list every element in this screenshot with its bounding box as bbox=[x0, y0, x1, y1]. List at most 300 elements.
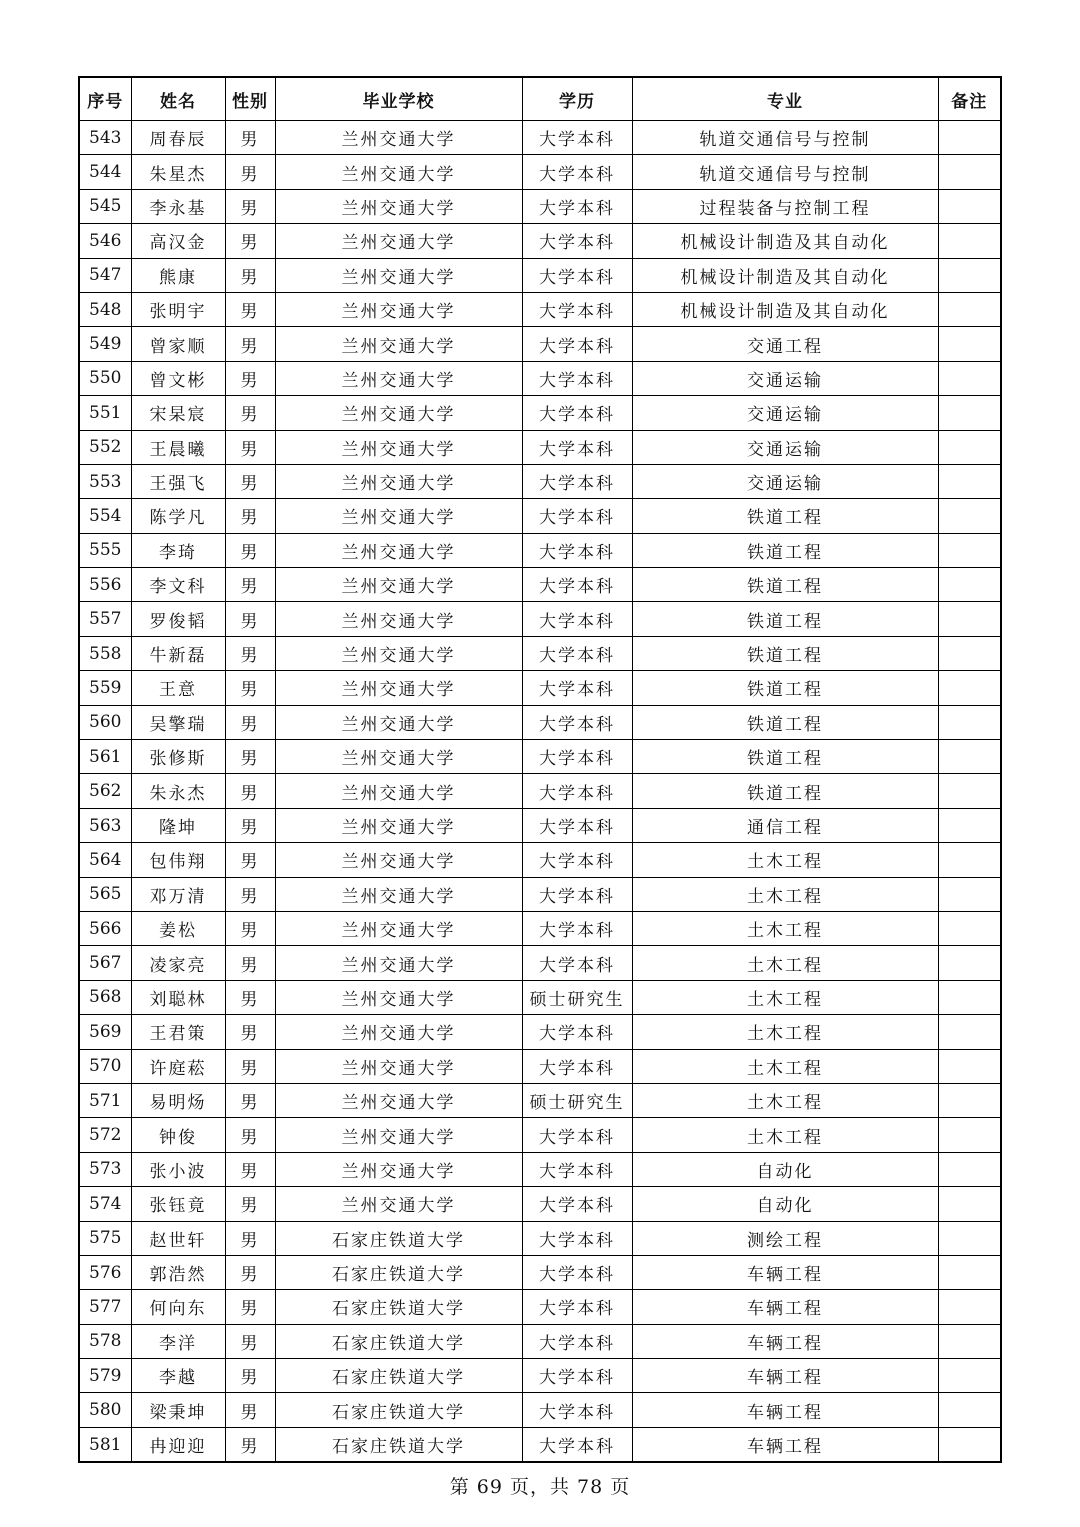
cell-gender: 男 bbox=[225, 533, 275, 567]
cell-major: 铁道工程 bbox=[632, 671, 938, 705]
cell-remarks bbox=[938, 396, 1001, 430]
cell-major: 轨道交通信号与控制 bbox=[632, 155, 938, 189]
cell-school: 兰州交通大学 bbox=[275, 327, 522, 361]
cell-school: 兰州交通大学 bbox=[275, 121, 522, 155]
table-row bbox=[79, 396, 1001, 430]
cell-degree: 大学本科 bbox=[522, 189, 632, 223]
cell-gender: 男 bbox=[225, 430, 275, 464]
cell-degree: 大学本科 bbox=[522, 292, 632, 326]
cell-school: 石家庄铁道大学 bbox=[275, 1290, 522, 1324]
table-row bbox=[79, 189, 1001, 223]
cell-name: 朱星杰 bbox=[131, 155, 225, 189]
cell-serial-number: 543 bbox=[79, 121, 131, 155]
cell-name: 隆坤 bbox=[131, 808, 225, 842]
cell-gender: 男 bbox=[225, 1221, 275, 1255]
cell-major: 车辆工程 bbox=[632, 1427, 938, 1462]
cell-school: 兰州交通大学 bbox=[275, 808, 522, 842]
table-row bbox=[79, 980, 1001, 1014]
table-row bbox=[79, 1152, 1001, 1186]
table-row bbox=[79, 740, 1001, 774]
cell-school: 兰州交通大学 bbox=[275, 1015, 522, 1049]
cell-serial-number: 550 bbox=[79, 361, 131, 395]
cell-serial-number: 546 bbox=[79, 224, 131, 258]
cell-degree: 大学本科 bbox=[522, 1393, 632, 1427]
cell-name: 吴擎瑞 bbox=[131, 705, 225, 739]
cell-major: 机械设计制造及其自动化 bbox=[632, 258, 938, 292]
cell-major: 土木工程 bbox=[632, 1118, 938, 1152]
cell-degree: 大学本科 bbox=[522, 1152, 632, 1186]
table-row bbox=[79, 1324, 1001, 1358]
cell-name: 赵世轩 bbox=[131, 1221, 225, 1255]
cell-gender: 男 bbox=[225, 808, 275, 842]
cell-degree: 大学本科 bbox=[522, 843, 632, 877]
cell-major: 铁道工程 bbox=[632, 499, 938, 533]
cell-name: 张明宇 bbox=[131, 292, 225, 326]
cell-remarks bbox=[938, 1049, 1001, 1083]
cell-school: 兰州交通大学 bbox=[275, 499, 522, 533]
table-row bbox=[79, 1049, 1001, 1083]
cell-name: 凌家亮 bbox=[131, 946, 225, 980]
cell-degree: 大学本科 bbox=[522, 946, 632, 980]
cell-major: 车辆工程 bbox=[632, 1359, 938, 1393]
table-row bbox=[79, 671, 1001, 705]
cell-serial-number: 554 bbox=[79, 499, 131, 533]
cell-serial-number: 544 bbox=[79, 155, 131, 189]
cell-remarks bbox=[938, 189, 1001, 223]
cell-serial-number: 567 bbox=[79, 946, 131, 980]
cell-major: 铁道工程 bbox=[632, 568, 938, 602]
cell-name: 包伟翔 bbox=[131, 843, 225, 877]
cell-degree: 大学本科 bbox=[522, 533, 632, 567]
cell-school: 兰州交通大学 bbox=[275, 774, 522, 808]
header-remarks: 备注 bbox=[938, 77, 1001, 121]
cell-school: 兰州交通大学 bbox=[275, 361, 522, 395]
cell-major: 铁道工程 bbox=[632, 740, 938, 774]
table-row bbox=[79, 843, 1001, 877]
cell-school: 兰州交通大学 bbox=[275, 740, 522, 774]
cell-name: 李永基 bbox=[131, 189, 225, 223]
cell-gender: 男 bbox=[225, 224, 275, 258]
cell-name: 牛新磊 bbox=[131, 636, 225, 670]
cell-name: 张修斯 bbox=[131, 740, 225, 774]
table-row bbox=[79, 361, 1001, 395]
cell-school: 石家庄铁道大学 bbox=[275, 1393, 522, 1427]
cell-serial-number: 576 bbox=[79, 1255, 131, 1289]
cell-degree: 大学本科 bbox=[522, 1187, 632, 1221]
cell-degree: 大学本科 bbox=[522, 1118, 632, 1152]
cell-remarks bbox=[938, 602, 1001, 636]
cell-gender: 男 bbox=[225, 189, 275, 223]
cell-gender: 男 bbox=[225, 740, 275, 774]
header-gender: 性别 bbox=[225, 77, 275, 121]
cell-gender: 男 bbox=[225, 1049, 275, 1083]
cell-major: 自动化 bbox=[632, 1187, 938, 1221]
cell-major: 车辆工程 bbox=[632, 1255, 938, 1289]
cell-name: 钟俊 bbox=[131, 1118, 225, 1152]
table-row bbox=[79, 636, 1001, 670]
table-row bbox=[79, 155, 1001, 189]
cell-remarks bbox=[938, 121, 1001, 155]
cell-name: 罗俊韬 bbox=[131, 602, 225, 636]
cell-remarks bbox=[938, 430, 1001, 464]
cell-name: 易明炀 bbox=[131, 1083, 225, 1117]
cell-gender: 男 bbox=[225, 980, 275, 1014]
header-name: 姓名 bbox=[131, 77, 225, 121]
cell-school: 兰州交通大学 bbox=[275, 430, 522, 464]
cell-major: 测绘工程 bbox=[632, 1221, 938, 1255]
cell-gender: 男 bbox=[225, 361, 275, 395]
table-row bbox=[79, 1187, 1001, 1221]
table-row bbox=[79, 533, 1001, 567]
cell-serial-number: 549 bbox=[79, 327, 131, 361]
cell-serial-number: 577 bbox=[79, 1290, 131, 1324]
roster-table bbox=[78, 76, 1002, 1463]
cell-gender: 男 bbox=[225, 877, 275, 911]
cell-major: 铁道工程 bbox=[632, 533, 938, 567]
cell-name: 王君策 bbox=[131, 1015, 225, 1049]
cell-degree: 大学本科 bbox=[522, 1221, 632, 1255]
cell-name: 宋杲宸 bbox=[131, 396, 225, 430]
cell-gender: 男 bbox=[225, 636, 275, 670]
cell-major: 铁道工程 bbox=[632, 602, 938, 636]
cell-degree: 大学本科 bbox=[522, 499, 632, 533]
cell-serial-number: 545 bbox=[79, 189, 131, 223]
cell-school: 兰州交通大学 bbox=[275, 911, 522, 945]
cell-major: 铁道工程 bbox=[632, 774, 938, 808]
cell-name: 李文科 bbox=[131, 568, 225, 602]
cell-major: 土木工程 bbox=[632, 946, 938, 980]
cell-gender: 男 bbox=[225, 258, 275, 292]
cell-remarks bbox=[938, 361, 1001, 395]
cell-school: 兰州交通大学 bbox=[275, 292, 522, 326]
cell-serial-number: 570 bbox=[79, 1049, 131, 1083]
cell-gender: 男 bbox=[225, 1187, 275, 1221]
cell-gender: 男 bbox=[225, 292, 275, 326]
table-row bbox=[79, 1393, 1001, 1427]
cell-major: 铁道工程 bbox=[632, 636, 938, 670]
cell-degree: 大学本科 bbox=[522, 1324, 632, 1358]
cell-major: 车辆工程 bbox=[632, 1393, 938, 1427]
cell-degree: 大学本科 bbox=[522, 430, 632, 464]
cell-degree: 大学本科 bbox=[522, 361, 632, 395]
cell-major: 机械设计制造及其自动化 bbox=[632, 224, 938, 258]
cell-degree: 大学本科 bbox=[522, 258, 632, 292]
cell-degree: 大学本科 bbox=[522, 911, 632, 945]
cell-name: 郭浩然 bbox=[131, 1255, 225, 1289]
cell-school: 兰州交通大学 bbox=[275, 533, 522, 567]
table-row bbox=[79, 1255, 1001, 1289]
cell-remarks bbox=[938, 1187, 1001, 1221]
cell-major: 交通运输 bbox=[632, 396, 938, 430]
cell-gender: 男 bbox=[225, 327, 275, 361]
cell-gender: 男 bbox=[225, 1290, 275, 1324]
cell-gender: 男 bbox=[225, 843, 275, 877]
cell-school: 兰州交通大学 bbox=[275, 1049, 522, 1083]
cell-serial-number: 547 bbox=[79, 258, 131, 292]
cell-remarks bbox=[938, 946, 1001, 980]
cell-serial-number: 558 bbox=[79, 636, 131, 670]
cell-remarks bbox=[938, 911, 1001, 945]
cell-gender: 男 bbox=[225, 1083, 275, 1117]
cell-major: 土木工程 bbox=[632, 1083, 938, 1117]
cell-name: 李琦 bbox=[131, 533, 225, 567]
table-header bbox=[79, 77, 1001, 121]
cell-gender: 男 bbox=[225, 1255, 275, 1289]
cell-remarks bbox=[938, 533, 1001, 567]
table-row bbox=[79, 430, 1001, 464]
cell-serial-number: 574 bbox=[79, 1187, 131, 1221]
cell-name: 张钰竟 bbox=[131, 1187, 225, 1221]
cell-remarks bbox=[938, 843, 1001, 877]
table-row bbox=[79, 946, 1001, 980]
cell-gender: 男 bbox=[225, 1427, 275, 1462]
cell-serial-number: 564 bbox=[79, 843, 131, 877]
cell-remarks bbox=[938, 1015, 1001, 1049]
cell-serial-number: 561 bbox=[79, 740, 131, 774]
cell-school: 兰州交通大学 bbox=[275, 1187, 522, 1221]
cell-serial-number: 555 bbox=[79, 533, 131, 567]
cell-name: 李洋 bbox=[131, 1324, 225, 1358]
cell-serial-number: 553 bbox=[79, 464, 131, 498]
cell-name: 姜松 bbox=[131, 911, 225, 945]
table-row bbox=[79, 808, 1001, 842]
cell-serial-number: 575 bbox=[79, 1221, 131, 1255]
cell-degree: 大学本科 bbox=[522, 464, 632, 498]
cell-major: 轨道交通信号与控制 bbox=[632, 121, 938, 155]
cell-degree: 大学本科 bbox=[522, 1255, 632, 1289]
cell-remarks bbox=[938, 292, 1001, 326]
table-row bbox=[79, 224, 1001, 258]
cell-serial-number: 562 bbox=[79, 774, 131, 808]
cell-gender: 男 bbox=[225, 1359, 275, 1393]
cell-school: 兰州交通大学 bbox=[275, 946, 522, 980]
cell-school: 兰州交通大学 bbox=[275, 636, 522, 670]
cell-serial-number: 578 bbox=[79, 1324, 131, 1358]
cell-school: 石家庄铁道大学 bbox=[275, 1324, 522, 1358]
cell-serial-number: 551 bbox=[79, 396, 131, 430]
cell-degree: 大学本科 bbox=[522, 774, 632, 808]
cell-remarks bbox=[938, 1427, 1001, 1462]
cell-major: 土木工程 bbox=[632, 1049, 938, 1083]
cell-serial-number: 566 bbox=[79, 911, 131, 945]
page-number: 第 69 页，共 78 页 bbox=[449, 1476, 631, 1498]
cell-gender: 男 bbox=[225, 774, 275, 808]
cell-remarks bbox=[938, 155, 1001, 189]
cell-gender: 男 bbox=[225, 671, 275, 705]
cell-major: 车辆工程 bbox=[632, 1290, 938, 1324]
header-major: 专业 bbox=[632, 77, 938, 121]
cell-degree: 大学本科 bbox=[522, 224, 632, 258]
cell-gender: 男 bbox=[225, 1324, 275, 1358]
table-row bbox=[79, 1015, 1001, 1049]
cell-degree: 大学本科 bbox=[522, 671, 632, 705]
cell-remarks bbox=[938, 464, 1001, 498]
cell-gender: 男 bbox=[225, 1118, 275, 1152]
cell-school: 兰州交通大学 bbox=[275, 705, 522, 739]
cell-remarks bbox=[938, 636, 1001, 670]
cell-gender: 男 bbox=[225, 705, 275, 739]
cell-degree: 大学本科 bbox=[522, 568, 632, 602]
cell-school: 兰州交通大学 bbox=[275, 1118, 522, 1152]
cell-remarks bbox=[938, 1324, 1001, 1358]
cell-name: 陈学凡 bbox=[131, 499, 225, 533]
header-school: 毕业学校 bbox=[275, 77, 522, 121]
cell-gender: 男 bbox=[225, 568, 275, 602]
cell-school: 兰州交通大学 bbox=[275, 980, 522, 1014]
cell-gender: 男 bbox=[225, 1152, 275, 1186]
table-row bbox=[79, 568, 1001, 602]
table-row bbox=[79, 499, 1001, 533]
cell-gender: 男 bbox=[225, 602, 275, 636]
cell-remarks bbox=[938, 327, 1001, 361]
cell-name: 周春辰 bbox=[131, 121, 225, 155]
cell-degree: 硕士研究生 bbox=[522, 980, 632, 1014]
cell-major: 机械设计制造及其自动化 bbox=[632, 292, 938, 326]
cell-school: 兰州交通大学 bbox=[275, 396, 522, 430]
table-row bbox=[79, 705, 1001, 739]
cell-degree: 大学本科 bbox=[522, 1049, 632, 1083]
header-degree: 学历 bbox=[522, 77, 632, 121]
cell-school: 石家庄铁道大学 bbox=[275, 1255, 522, 1289]
table-row bbox=[79, 292, 1001, 326]
cell-remarks bbox=[938, 740, 1001, 774]
table-row bbox=[79, 464, 1001, 498]
cell-degree: 大学本科 bbox=[522, 396, 632, 430]
cell-major: 通信工程 bbox=[632, 808, 938, 842]
cell-serial-number: 552 bbox=[79, 430, 131, 464]
cell-major: 交通运输 bbox=[632, 430, 938, 464]
cell-name: 李越 bbox=[131, 1359, 225, 1393]
cell-school: 兰州交通大学 bbox=[275, 568, 522, 602]
cell-degree: 大学本科 bbox=[522, 1290, 632, 1324]
cell-degree: 大学本科 bbox=[522, 1427, 632, 1462]
cell-school: 兰州交通大学 bbox=[275, 1152, 522, 1186]
cell-school: 石家庄铁道大学 bbox=[275, 1221, 522, 1255]
cell-remarks bbox=[938, 1083, 1001, 1117]
cell-remarks bbox=[938, 705, 1001, 739]
cell-remarks bbox=[938, 877, 1001, 911]
table-body bbox=[79, 121, 1001, 1463]
cell-major: 过程装备与控制工程 bbox=[632, 189, 938, 223]
cell-name: 邓万清 bbox=[131, 877, 225, 911]
header-row bbox=[79, 77, 1001, 121]
cell-degree: 大学本科 bbox=[522, 636, 632, 670]
table-row bbox=[79, 911, 1001, 945]
cell-remarks bbox=[938, 774, 1001, 808]
cell-degree: 大学本科 bbox=[522, 1015, 632, 1049]
cell-major: 交通运输 bbox=[632, 464, 938, 498]
cell-gender: 男 bbox=[225, 464, 275, 498]
cell-school: 兰州交通大学 bbox=[275, 155, 522, 189]
cell-degree: 大学本科 bbox=[522, 602, 632, 636]
table-row bbox=[79, 1359, 1001, 1393]
cell-remarks bbox=[938, 499, 1001, 533]
cell-school: 兰州交通大学 bbox=[275, 843, 522, 877]
cell-serial-number: 573 bbox=[79, 1152, 131, 1186]
cell-major: 交通运输 bbox=[632, 361, 938, 395]
cell-major: 土木工程 bbox=[632, 877, 938, 911]
cell-gender: 男 bbox=[225, 155, 275, 189]
cell-serial-number: 548 bbox=[79, 292, 131, 326]
table-row bbox=[79, 258, 1001, 292]
cell-degree: 大学本科 bbox=[522, 740, 632, 774]
cell-school: 兰州交通大学 bbox=[275, 1083, 522, 1117]
cell-name: 朱永杰 bbox=[131, 774, 225, 808]
cell-remarks bbox=[938, 1152, 1001, 1186]
cell-serial-number: 581 bbox=[79, 1427, 131, 1462]
cell-serial-number: 580 bbox=[79, 1393, 131, 1427]
cell-serial-number: 579 bbox=[79, 1359, 131, 1393]
cell-gender: 男 bbox=[225, 1015, 275, 1049]
cell-school: 兰州交通大学 bbox=[275, 224, 522, 258]
cell-name: 熊康 bbox=[131, 258, 225, 292]
cell-remarks bbox=[938, 808, 1001, 842]
cell-major: 土木工程 bbox=[632, 1015, 938, 1049]
cell-remarks bbox=[938, 224, 1001, 258]
cell-major: 车辆工程 bbox=[632, 1324, 938, 1358]
cell-gender: 男 bbox=[225, 946, 275, 980]
table-row bbox=[79, 1221, 1001, 1255]
table-row bbox=[79, 774, 1001, 808]
cell-serial-number: 563 bbox=[79, 808, 131, 842]
cell-major: 土木工程 bbox=[632, 980, 938, 1014]
table-row bbox=[79, 121, 1001, 155]
table-row bbox=[79, 602, 1001, 636]
cell-serial-number: 557 bbox=[79, 602, 131, 636]
table-row bbox=[79, 1427, 1001, 1462]
cell-remarks bbox=[938, 1359, 1001, 1393]
cell-remarks bbox=[938, 1255, 1001, 1289]
cell-name: 刘聪林 bbox=[131, 980, 225, 1014]
cell-name: 张小波 bbox=[131, 1152, 225, 1186]
cell-serial-number: 572 bbox=[79, 1118, 131, 1152]
cell-degree: 大学本科 bbox=[522, 877, 632, 911]
cell-school: 兰州交通大学 bbox=[275, 671, 522, 705]
table-row bbox=[79, 1083, 1001, 1117]
cell-major: 铁道工程 bbox=[632, 705, 938, 739]
cell-remarks bbox=[938, 568, 1001, 602]
cell-school: 兰州交通大学 bbox=[275, 189, 522, 223]
cell-degree: 硕士研究生 bbox=[522, 1083, 632, 1117]
cell-gender: 男 bbox=[225, 499, 275, 533]
cell-name: 梁秉坤 bbox=[131, 1393, 225, 1427]
cell-name: 曾文彬 bbox=[131, 361, 225, 395]
cell-serial-number: 556 bbox=[79, 568, 131, 602]
cell-school: 石家庄铁道大学 bbox=[275, 1359, 522, 1393]
cell-remarks bbox=[938, 1118, 1001, 1152]
cell-school: 兰州交通大学 bbox=[275, 464, 522, 498]
cell-school: 兰州交通大学 bbox=[275, 602, 522, 636]
cell-name: 王晨曦 bbox=[131, 430, 225, 464]
table-row bbox=[79, 877, 1001, 911]
cell-school: 石家庄铁道大学 bbox=[275, 1427, 522, 1462]
cell-name: 王意 bbox=[131, 671, 225, 705]
cell-degree: 大学本科 bbox=[522, 808, 632, 842]
table-row bbox=[79, 1118, 1001, 1152]
header-serial-number: 序号 bbox=[79, 77, 131, 121]
cell-gender: 男 bbox=[225, 121, 275, 155]
cell-major: 土木工程 bbox=[632, 843, 938, 877]
cell-name: 冉迎迎 bbox=[131, 1427, 225, 1462]
cell-remarks bbox=[938, 980, 1001, 1014]
cell-degree: 大学本科 bbox=[522, 327, 632, 361]
cell-remarks bbox=[938, 258, 1001, 292]
cell-remarks bbox=[938, 1393, 1001, 1427]
cell-serial-number: 560 bbox=[79, 705, 131, 739]
cell-serial-number: 568 bbox=[79, 980, 131, 1014]
cell-remarks bbox=[938, 1221, 1001, 1255]
cell-degree: 大学本科 bbox=[522, 705, 632, 739]
